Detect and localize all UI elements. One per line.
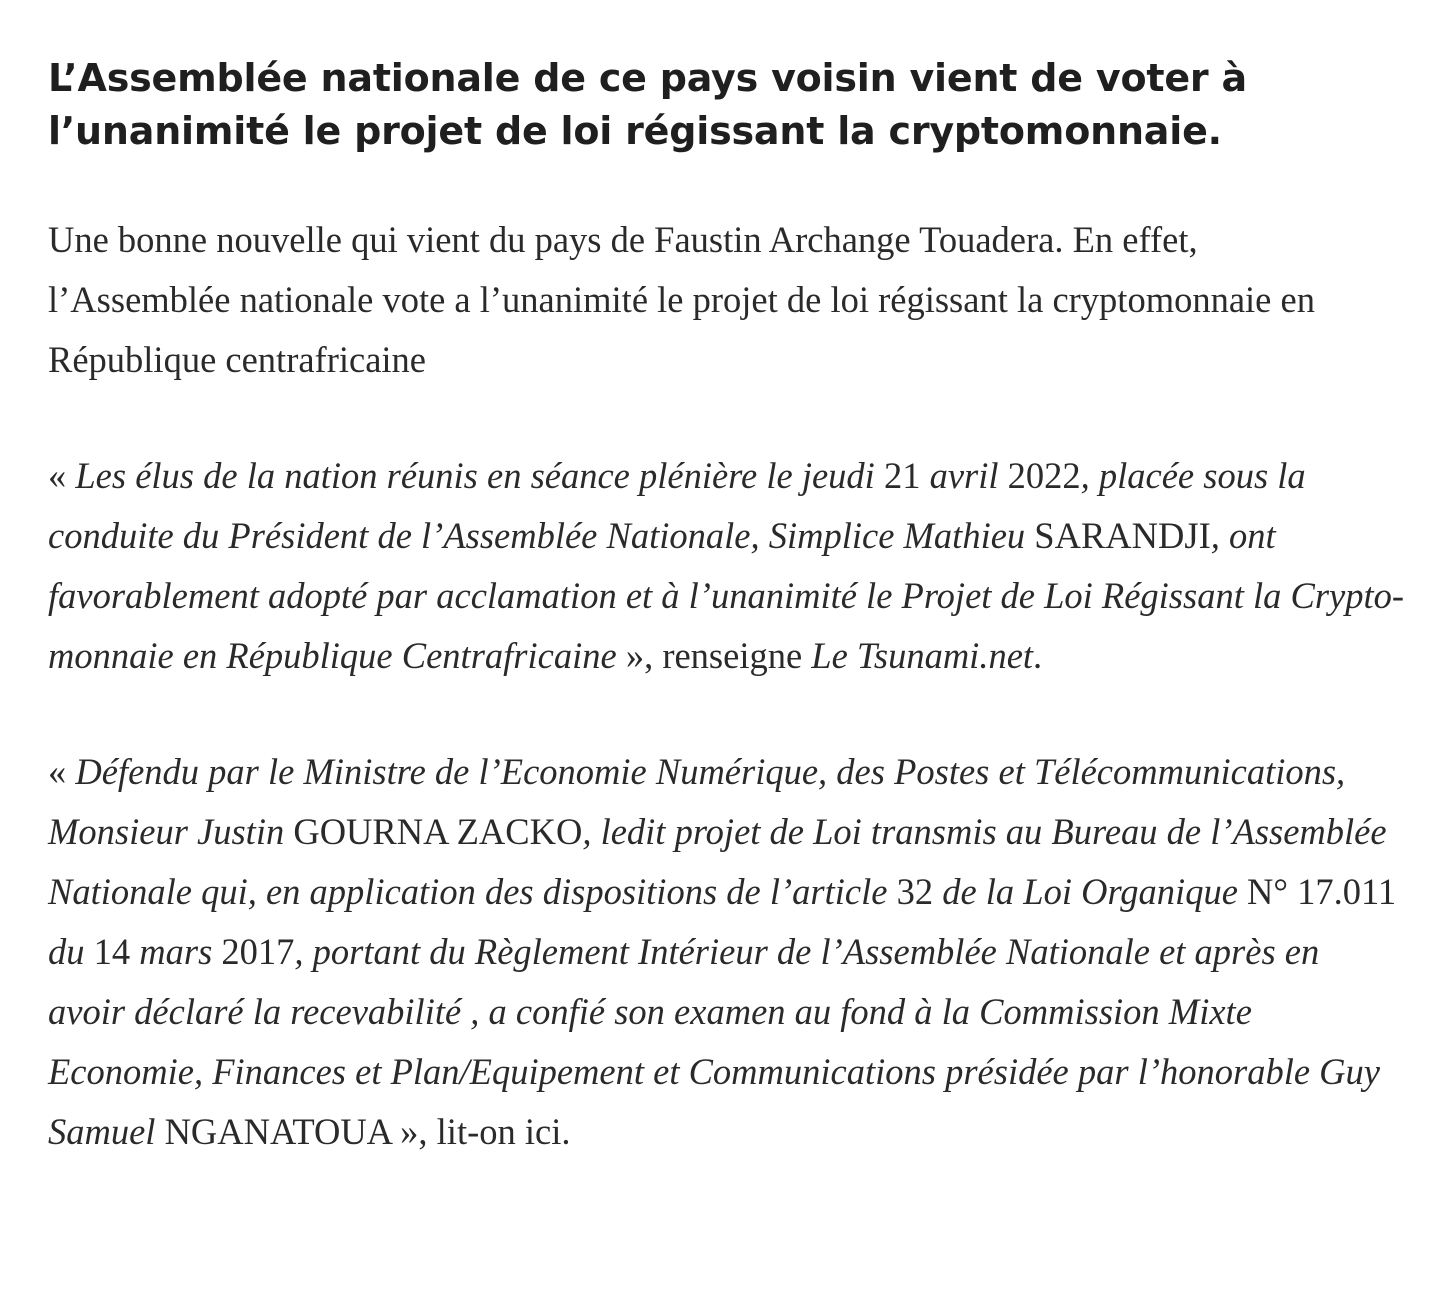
quote-end-period: . <box>1033 635 1043 676</box>
quote-text: , ledit projet de Loi transmis au Bureau de l’Assemblée Nationale qui, en application des dispositions de l’article <box>48 811 1387 912</box>
quote-text: , ont favorablement adopté par acclamation et à l’unanimité le Projet de Loi Régissant la Crypto-monnaie en République Centrafricaine <box>48 515 1405 676</box>
quote-text: , portant du Règlement Intérieur de l’Assemblée Nationale et après en avoir déclaré la recevabilité , a confié son examen au fond à la Commission Mixte Economie, Finances et Plan/Equipement et Communications présidée par l’honorable Guy Samuel <box>48 931 1380 1152</box>
quote-open-mark: « <box>48 751 76 792</box>
quote-person-name: GOURNA ZACKO <box>293 811 583 852</box>
quote-paragraph-2 <box>48 742 1398 1162</box>
quote-year: 2022 <box>1007 455 1081 496</box>
quote-article-number: 32 <box>896 871 934 912</box>
article-headline: L’Assemblée nationale de ce pays voisin vient de voter à l’unanimité le projet de loi régissant la cryptomonnaie. <box>48 56 1247 153</box>
lead-paragraph: Une bonne nouvelle qui vient du pays de Faustin Archange Touadera. En effet, l’Assemblée nationale vote a l’unanimité le projet de loi régissant la cryptomonnaie en République centrafricaine <box>48 219 1315 380</box>
quote-year: 2017 <box>221 931 295 972</box>
quote-paragraph-1 <box>48 446 1428 686</box>
quote-text: , placée sous la conduite du Président de l’Assemblée Nationale, Simplice Mathieu <box>48 455 1306 556</box>
quote-text: du <box>48 931 94 972</box>
quote-open-mark: « <box>48 455 76 496</box>
quote-text: mars <box>130 931 222 972</box>
quote-text: Les élus de la nation réunis en séance plénière le jeudi <box>75 455 884 496</box>
quote-law-number: N° 17.011 <box>1247 871 1397 912</box>
quote-text: Défendu par le Ministre de l’Economie Numérique, des Postes et Télécommunications, Monsieur Justin <box>48 751 1346 852</box>
quote-day: 14 <box>93 931 131 972</box>
quote-person-name: SARANDJI <box>1034 515 1211 556</box>
quote-close-mark: », renseigne <box>616 635 812 676</box>
quote-text: de la Loi Organique <box>933 871 1248 912</box>
quote-source: Le Tsunami.net <box>811 635 1034 676</box>
quote-person-name: NGANATOUA <box>164 1111 392 1152</box>
quote-date: 21 <box>883 455 921 496</box>
article-body <box>48 52 1428 1218</box>
quote-text: avril <box>920 455 1008 496</box>
quote-close-mark: », lit-on ici. <box>391 1111 571 1152</box>
